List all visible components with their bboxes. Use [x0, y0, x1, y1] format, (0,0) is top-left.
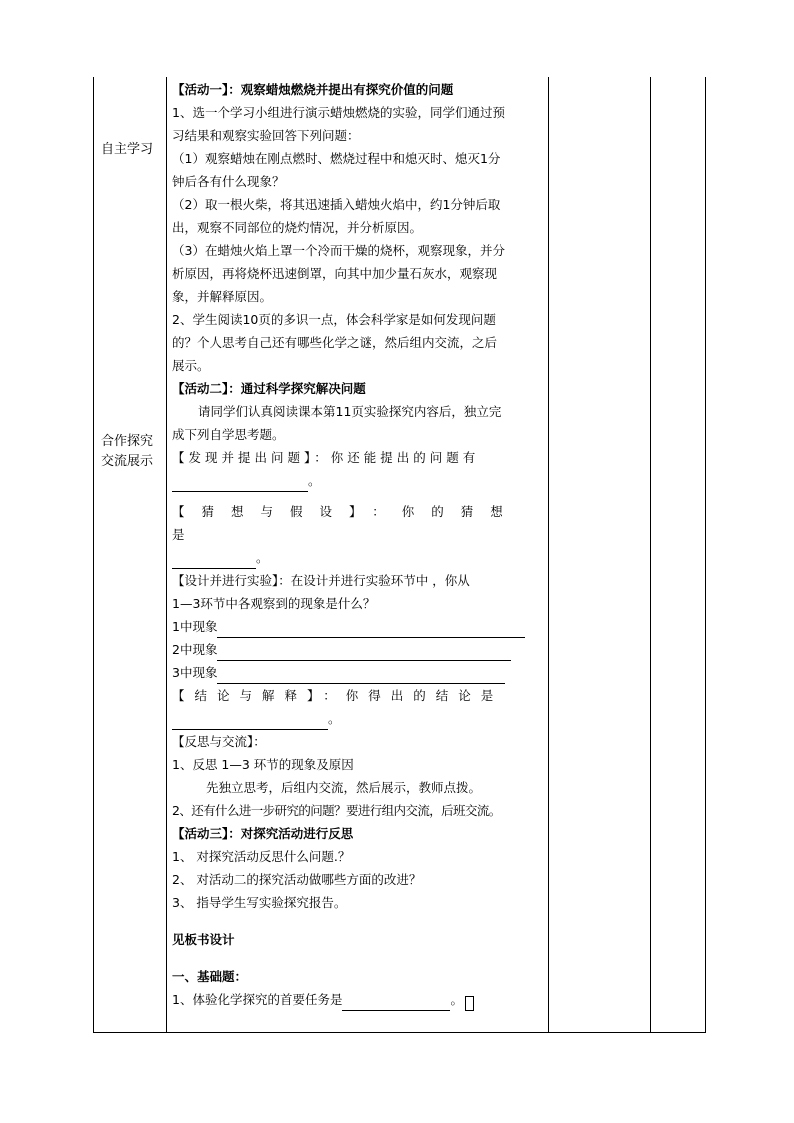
placeholder-box-icon: [465, 996, 474, 1011]
label-cooperate-line1: 合作探究: [101, 434, 154, 449]
design-line1: 【设计并进行实验】：在设计并进行实验环节中 ，你从: [172, 573, 470, 588]
design-line2: 1—3环节中各观察到的现象是什么？: [172, 596, 376, 611]
activity1-p2-line3: 展示。: [172, 358, 210, 373]
guess-answer: [172, 546, 547, 569]
activity1-p2-line2: 的？个人思考自己还有哪些化学之谜，然后组内交流，之后: [172, 335, 498, 350]
conclusion-answer: [172, 707, 547, 730]
observation-2: [172, 638, 547, 661]
table-border-left: [93, 77, 94, 1033]
conclusion-blank[interactable]: [172, 715, 328, 730]
activity3-title: 【活动三】：对探究活动进行反思: [172, 826, 354, 841]
label-self-study: [101, 140, 169, 160]
guess-period: 。: [256, 550, 269, 565]
label-self-study-text: 自主学习: [101, 142, 154, 157]
activity3-item3: 3、 指导学生写实验探究报告。: [172, 895, 347, 910]
observation-2-blank[interactable]: [217, 646, 511, 661]
find-question-answer: [172, 469, 547, 492]
activity1-q3-line1: （3）在蜡烛火焰上罩一个冷而干燥的烧杯，观察现象，并分: [172, 243, 505, 258]
basics-q1-period: 。: [450, 992, 463, 1007]
observation-1-label: 1中现象: [172, 619, 218, 634]
reflect-item1: 1、反思 1—3 环节的现象及原因: [172, 757, 354, 772]
find-question-period: 。: [308, 473, 321, 488]
label-cooperate: [101, 432, 169, 472]
observation-1-blank[interactable]: [217, 623, 525, 638]
basics-q1-text: 1、体验化学探究的首要任务是: [172, 992, 343, 1007]
table-border-bottom: [93, 1032, 706, 1033]
activity1-q2-line2: 出，观察不同部位的烧灼情况，并分析原因。: [172, 220, 423, 235]
activity3-item1: 1、 对探究活动反思什么问题.？: [172, 849, 351, 864]
reflect-item2: 2、还有什么进一步研究的问题？要进行组内交流，后班交流。: [172, 803, 501, 818]
activity3-item2: 2、 对活动二的探究活动做哪些方面的改进？: [172, 872, 422, 887]
guess-blank[interactable]: [172, 554, 256, 569]
observation-3: [172, 661, 547, 684]
activity1-title: 【活动一】：观察蜡烛燃烧并提出有探究价值的问题: [172, 82, 454, 97]
activity1-p1-line1: 1、选一个学习小组进行演示蜡烛燃烧的实验，同学们通过预: [172, 105, 505, 120]
observation-3-blank[interactable]: [217, 669, 505, 684]
table-border-right: [705, 77, 706, 1033]
basics-q1-blank[interactable]: [342, 996, 450, 1011]
conclusion-period: 。: [328, 711, 341, 726]
table-divider-2: [548, 77, 549, 1033]
activity1-q1-line1: （1）观察蜡烛在刚点燃时、燃烧过程中和熄灭时、熄灭1分: [172, 151, 501, 166]
activity2-intro-line1: 请同学们认真阅读课本第11页实验探究内容后，独立完: [198, 404, 502, 419]
find-question-text: 【发现并提出问题】：你还能提出的问题有: [172, 450, 480, 465]
guess-text: 【猜想与假设】：你的猜想是: [172, 504, 520, 542]
activity2-intro-line2: 成下列自学思考题。: [172, 427, 285, 442]
table-divider-3: [650, 77, 651, 1033]
observation-1: [172, 615, 547, 638]
board-design: 见板书设计: [172, 932, 235, 947]
conclusion-text: 【结论与解释】：你得出的结论是: [172, 688, 504, 703]
basics-title: 一、基础题：: [172, 969, 248, 984]
label-cooperate-line2: 交流展示: [101, 454, 154, 469]
basics-q1: [172, 988, 547, 1011]
reflect-title: 【反思与交流】：: [172, 734, 266, 749]
find-question-blank[interactable]: [172, 477, 308, 492]
activity1-q3-line3: 象，并解释原因。: [172, 289, 273, 304]
reflect-item1-sub: 先独立思考，后组内交流，然后展示，教师点拨。: [206, 780, 482, 795]
activity1-q1-line2: 钟后各有什么现象？: [172, 174, 285, 189]
main-content: [172, 78, 547, 1011]
activity1-q3-line2: 析原因，再将烧杯迅速倒罩，向其中加少量石灰水，观察现: [172, 266, 498, 281]
activity1-p1-line2: 习结果和观察实验回答下列问题：: [172, 128, 360, 143]
observation-2-label: 2中现象: [172, 642, 218, 657]
guess-line: [172, 500, 547, 546]
activity2-title: 【活动二】：通过科学探究解决问题: [172, 381, 366, 396]
observation-3-label: 3中现象: [172, 665, 218, 680]
table-divider-1: [166, 77, 167, 1033]
find-question-line: [172, 446, 547, 469]
activity1-q2-line1: （2）取一根火柴，将其迅速插入蜡烛火焰中，约1分钟后取: [172, 197, 501, 212]
conclusion-line: [172, 684, 547, 707]
activity1-p2-line1: 2、学生阅读10页的多识一点，体会科学家是如何发现问题: [172, 312, 496, 327]
